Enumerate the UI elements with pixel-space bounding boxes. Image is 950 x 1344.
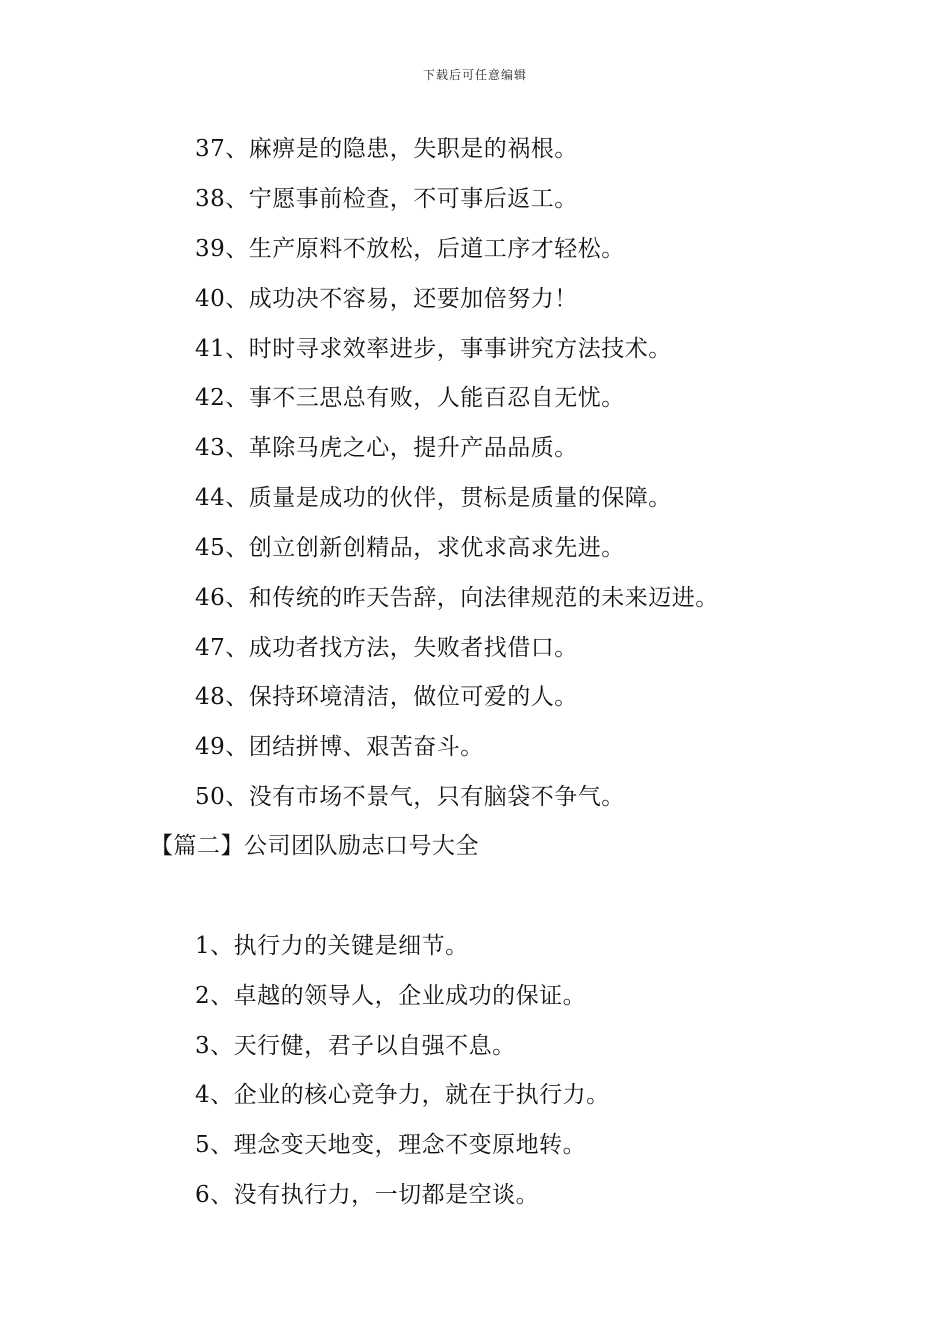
list-item: 47、成功者找方法，失败者找借口。 — [195, 635, 578, 661]
list-item: 4、企业的核心竞争力，就在于执行力。 — [195, 1082, 610, 1108]
list-item: 43、革除马虎之心，提升产品品质。 — [195, 435, 578, 461]
list-item: 41、时时寻求效率进步，事事讲究方法技术。 — [195, 336, 672, 362]
list-item: 3、天行健，君子以自强不息。 — [195, 1033, 516, 1059]
list-item: 6、没有执行力，一切都是空谈。 — [195, 1182, 540, 1208]
list-item: 40、成功决不容易，还要加倍努力！ — [195, 286, 578, 312]
list-item: 5、理念变天地变，理念不变原地转。 — [195, 1132, 587, 1158]
list-item: 48、保持环境清洁，做位可爱的人。 — [195, 684, 578, 710]
section-title: 【篇二】公司团队励志口号大全 — [150, 833, 479, 859]
list-item: 46、和传统的昨天告辞，向法律规范的未来迈进。 — [195, 585, 719, 611]
list-item: 37、麻痹是的隐患，失职是的祸根。 — [195, 136, 578, 162]
list-item: 39、生产原料不放松，后道工序才轻松。 — [195, 236, 625, 262]
list-item: 42、事不三思总有败，人能百忍自无忧。 — [195, 385, 625, 411]
list-item: 2、卓越的领导人，企业成功的保证。 — [195, 983, 587, 1009]
list-item: 49、团结拼博、艰苦奋斗。 — [195, 734, 484, 760]
list-item: 45、创立创新创精品，求优求高求先进。 — [195, 535, 625, 561]
list-item: 38、宁愿事前检查，不可事后返工。 — [195, 186, 578, 212]
page-header: 下载后可任意编辑 — [422, 68, 527, 82]
list-item: 44、质量是成功的伙伴，贯标是质量的保障。 — [195, 485, 672, 511]
list-item: 50、没有市场不景气，只有脑袋不争气。 — [195, 784, 625, 810]
list-item: 1、执行力的关键是细节。 — [195, 933, 469, 959]
